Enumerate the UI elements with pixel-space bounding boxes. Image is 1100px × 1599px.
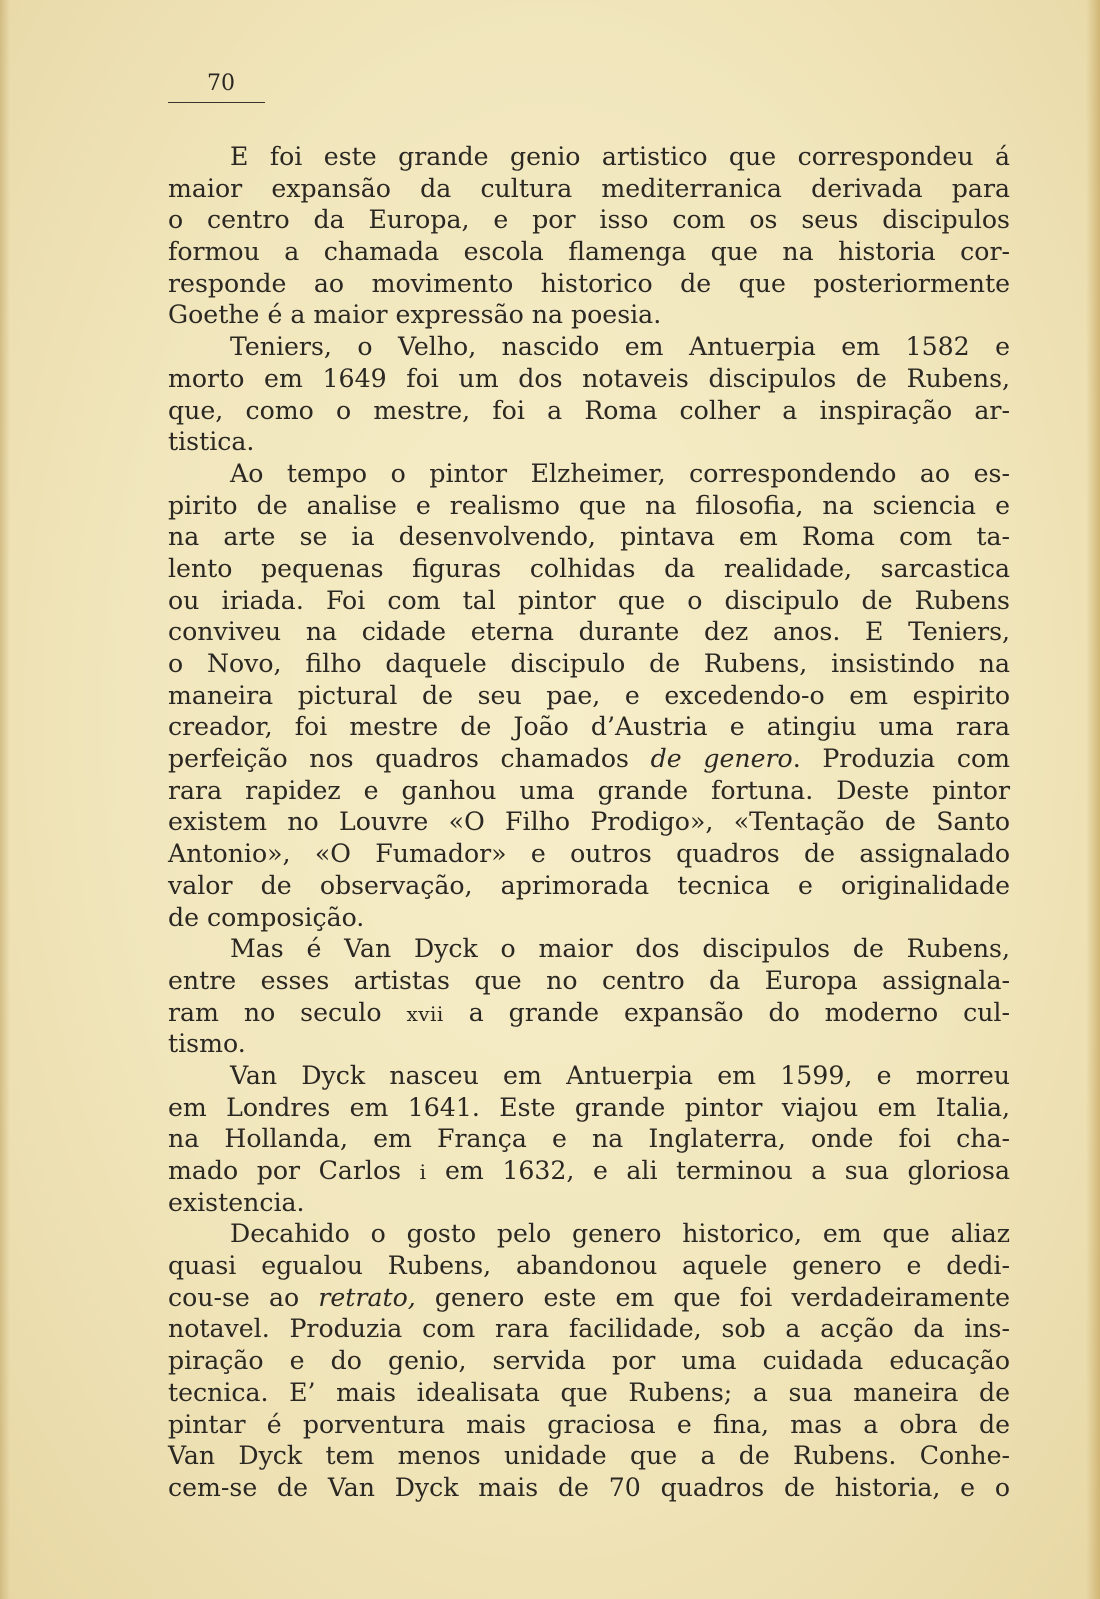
text-line	[168, 997, 1010, 1029]
text-line: valor de observação, aprimorada tecnica e originalidade	[168, 870, 1010, 900]
page-number-rule	[168, 102, 265, 103]
text-line: Van Dyck nasceu em Antuerpia em 1599, e morreu	[230, 1060, 1010, 1090]
page-right-edge-shadow	[1086, 0, 1100, 1599]
text-line: Van Dyck tem menos unidade que a de Rubens. Conhe-	[168, 1441, 1010, 1471]
text-line: Antonio», «O Fumador» e outros quadros de assignalado	[168, 839, 1010, 869]
text-line: pintar é porventura mais graciosa e fina, mas a obra de	[168, 1409, 1010, 1439]
text-line: maior expansão da cultura mediterranica derivada para	[168, 173, 1010, 203]
text-fragment: mado por Carlos	[168, 1156, 420, 1185]
text-line: de composição.	[168, 902, 365, 932]
text-line: rara rapidez e ganhou uma grande fortuna. Deste pintor	[168, 775, 1010, 805]
text-line: tecnica. E’ mais idealisata que Rubens; a sua maneira de	[168, 1377, 1010, 1407]
text-line: tismo.	[168, 1029, 246, 1059]
text-line: existem no Louvre «O Filho Prodigo», «Tentação de Santo	[168, 807, 1010, 837]
text-line: quasi egualou Rubens, abandonou aquele genero e dedi-	[168, 1251, 1010, 1281]
text-line: cem-se de Van Dyck mais de 70 quadros de historia, e o	[168, 1472, 1010, 1502]
text-line: ou iriada. Foi com tal pintor que o discipulo de Rubens	[168, 585, 1010, 615]
text-line: Goethe é a maior expressão na poesia.	[168, 300, 662, 330]
italic-phrase: retrato,	[318, 1282, 416, 1312]
text-line: na arte se ia desenvolvendo, pintava em Roma com ta-	[168, 522, 1010, 552]
text-line: E foi este grande genio artistico que correspondeu á	[230, 142, 1010, 171]
text-fragment: a grande expansão do moderno cul-	[443, 997, 1010, 1027]
text-fragment: em 1632, e ali terminou a sua gloriosa	[426, 1156, 1010, 1185]
text-line	[168, 1282, 1010, 1314]
text-line: que, como o mestre, foi a Roma colher a inspiração ar-	[168, 395, 1010, 425]
body-text	[168, 141, 1010, 1504]
page-left-edge-shadow	[0, 0, 10, 1599]
text-line: pirito de analise e realismo que na filosofia, na sciencia e	[168, 490, 1010, 520]
text-line: formou a chamada escola flamenga que na historia cor-	[168, 237, 1010, 267]
text-line: o centro da Europa, e por isso com os seus discipulos	[168, 205, 1010, 235]
roman-numeral: xvii	[406, 1001, 444, 1026]
text-line: existencia.	[168, 1187, 305, 1217]
text-line: na Hollanda, em França e na Inglaterra, onde foi cha-	[168, 1124, 1010, 1154]
text-fragment: perfeição nos quadros chamados	[168, 744, 651, 774]
text-line: Mas é Van Dyck o maior dos discipulos de Rubens,	[230, 934, 1010, 964]
text-fragment: . Produzia com	[792, 744, 1010, 774]
text-line: piração e do genio, servida por uma cuidada educação	[168, 1346, 1010, 1376]
text-line: creador, foi mestre de João d’Austria e atingiu uma rara	[168, 712, 1010, 742]
text-line: responde ao movimento historico de que posteriormente	[168, 268, 1010, 298]
text-line	[168, 1155, 1010, 1187]
page-number: 70	[207, 71, 235, 96]
text-line: Teniers, o Velho, nascido em Antuerpia em 1582 e	[230, 332, 1010, 362]
text-fragment: ram no seculo	[168, 997, 407, 1027]
text-line	[168, 743, 1010, 775]
text-line: conviveu na cidade eterna durante dez anos. E Teniers,	[168, 617, 1010, 647]
text-fragment: cou-se ao	[168, 1282, 319, 1312]
roman-numeral: i	[419, 1160, 427, 1184]
text-line: em Londres em 1641. Este grande pintor viajou em Italia,	[168, 1092, 1010, 1122]
text-line: morto em 1649 foi um dos notaveis discipulos de Rubens,	[168, 363, 1010, 393]
text-line: o Novo, filho daquele discipulo de Rubens, insistindo na	[168, 649, 1010, 678]
text-line: Ao tempo o pintor Elzheimer, correspondendo ao es-	[230, 458, 1010, 488]
text-line: maneira pictural de seu pae, e excedendo-o em espirito	[168, 680, 1010, 710]
text-fragment: genero este em que foi verdadeiramente	[415, 1282, 1011, 1312]
text-line: Decahido o gosto pelo genero historico, em que aliaz	[230, 1219, 1010, 1249]
text-line: tistica.	[168, 427, 255, 457]
text-line: entre esses artistas que no centro da Europa assignala-	[168, 965, 1010, 995]
text-line: notavel. Produzia com rara facilidade, sob a acção da ins-	[168, 1314, 1010, 1344]
text-line: lento pequenas figuras colhidas da realidade, sarcastica	[168, 553, 1010, 583]
italic-phrase: de genero	[650, 744, 793, 774]
